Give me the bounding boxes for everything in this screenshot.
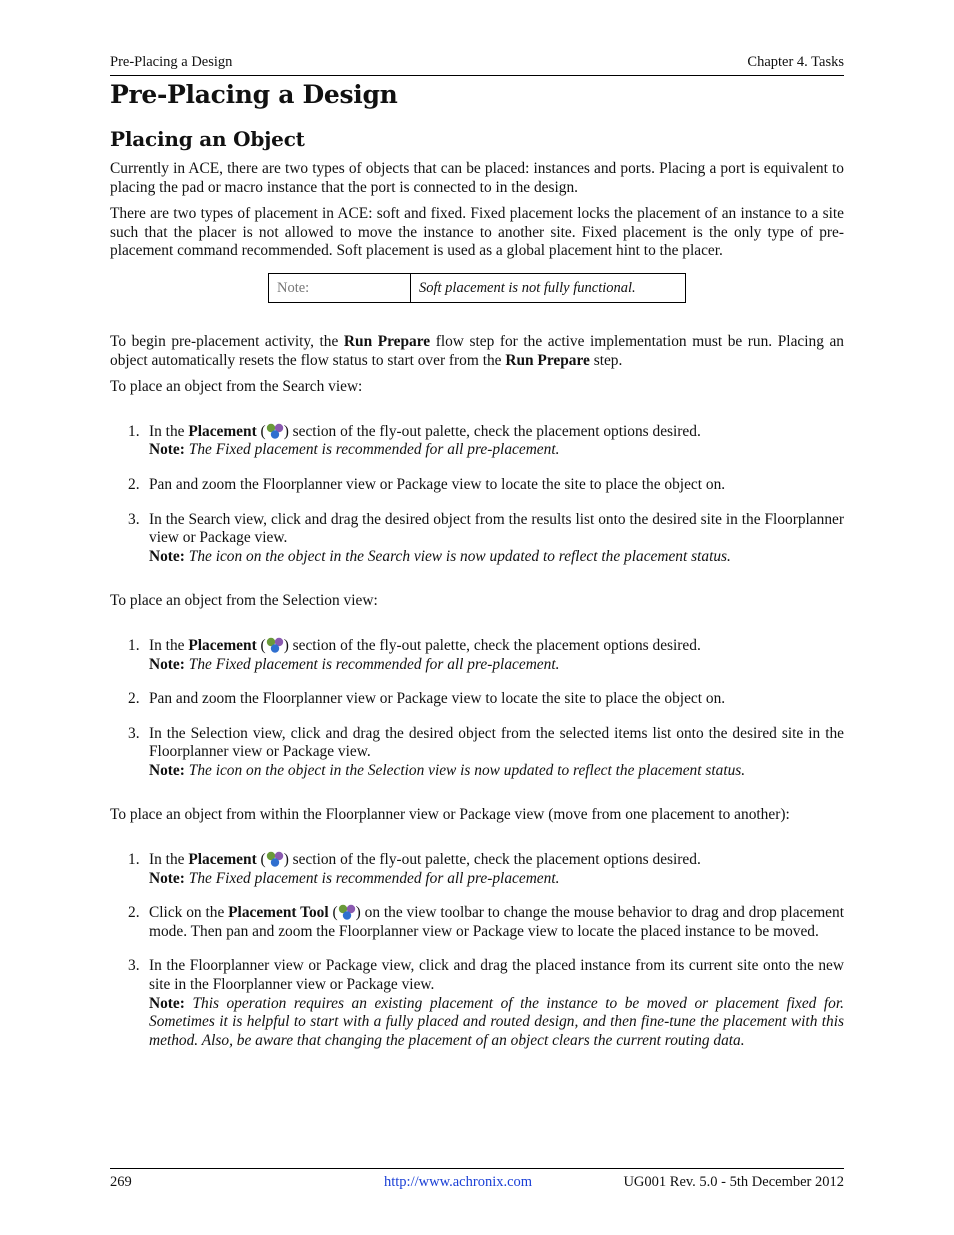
prepare-paragraph: To begin pre-placement activity, the Run Prepare flow step for the active implementation must be run. Placing an object automatically resets the flow status to start over from the Run Prepare step. (110, 332, 844, 369)
placement-icon (266, 637, 284, 653)
section-title: Placing an Object (110, 127, 305, 151)
document-revision: UG001 Rev. 5.0 - 5th December 2012 (623, 1174, 844, 1190)
header-chapter: Chapter 4. Tasks (747, 54, 844, 70)
search-steps (110, 423, 844, 567)
running-header (110, 54, 844, 71)
selection-lead: To place an object from the Selection view: (110, 592, 378, 610)
placement-icon (266, 423, 284, 439)
placement-tool-icon (338, 904, 356, 920)
search-step-3: 3. In the Search view, click and drag the desired object from the results list onto the desired site in the Floorplanner view or Package view. Note: The icon on the object in the Search view is now updated to reflect the placement status. (128, 510, 844, 565)
note-box (268, 273, 686, 303)
within-step-3: 3. In the Floorplanner view or Package view, click and drag the placed instance from its current site onto the new site in the Floorplanner view or Package view. Note: This operation requires an existing placement of the instance to be moved or placement fixed for. Sometimes it is helpful to start with a fully placed and routed design, and then fine-tune the placement with this method. Also, be aware that changing the placement of an object clears the current routing data. (128, 957, 844, 1049)
within-step-1: 1. In the Placement ( ) section of the fly-out palette, check the placement options desired. Note: The Fixed placement is recommended for all pre-placement. (128, 851, 701, 887)
selection-steps (110, 637, 844, 781)
search-step-2: 2. Pan and zoom the Floorplanner view or Package view to locate the site to place the object on. (128, 475, 726, 493)
page-title: Pre-Placing a Design (110, 80, 398, 109)
search-lead: To place an object from the Search view: (110, 378, 363, 396)
intro-paragraph-2: There are two types of placement in ACE: soft and fixed. Fixed placement locks the placement of an instance to a site such that the placer is not allowed to move the instance to another site. Fixed placement is the only type of pre-placement command recommended. Soft placement is used as a global placement hint to the placer. (110, 205, 844, 260)
search-step-1: 1. In the Placement ( ) section of the fly-out palette, check the placement options desired. Note: The Fixed placement is recommended for all pre-placement. (128, 422, 701, 459)
intro-paragraph-1: Currently in ACE, there are two types of objects that can be placed: instances and ports. Placing a port is equivalent to placing the pad or macro instance that the port is connected to in the design. (110, 160, 844, 196)
within-step-2: 2. Click on the Placement Tool ( ) on the view toolbar to change the mouse behavior to drag and drop placement mode. Then pan and zoom the Floorplanner view or Package view to locate the placed instance to be moved. (128, 904, 844, 940)
within-lead: To place an object from within the Floorplanner view or Package view (move from one placement to another): (110, 806, 790, 824)
selection-step-1: 1. In the Placement ( ) section of the fly-out palette, check the placement options desired. Note: The Fixed placement is recommended for all pre-placement. (128, 636, 701, 673)
header-section: Pre-Placing a Design (110, 54, 233, 70)
note-box-text: Soft placement is not fully functional. (411, 273, 686, 302)
page-number: 269 (110, 1174, 132, 1190)
selection-step-2: 2. Pan and zoom the Floorplanner view or Package view to locate the site to place the object on. (128, 690, 726, 708)
body-text (110, 160, 844, 1050)
website-link[interactable]: http://www.achronix.com (384, 1174, 533, 1190)
within-steps (110, 851, 844, 1050)
selection-step-3: 3. In the Selection view, click and drag the desired object from the selected items list onto the desired site in the Floorplanner view or Package view. Note: The icon on the object in the Selection view is now updated to reflect the placement status. (128, 724, 844, 779)
header-rule (110, 75, 844, 76)
footer-rule (110, 1168, 844, 1169)
placement-icon (266, 851, 284, 867)
note-box-label: Note: (269, 273, 411, 302)
